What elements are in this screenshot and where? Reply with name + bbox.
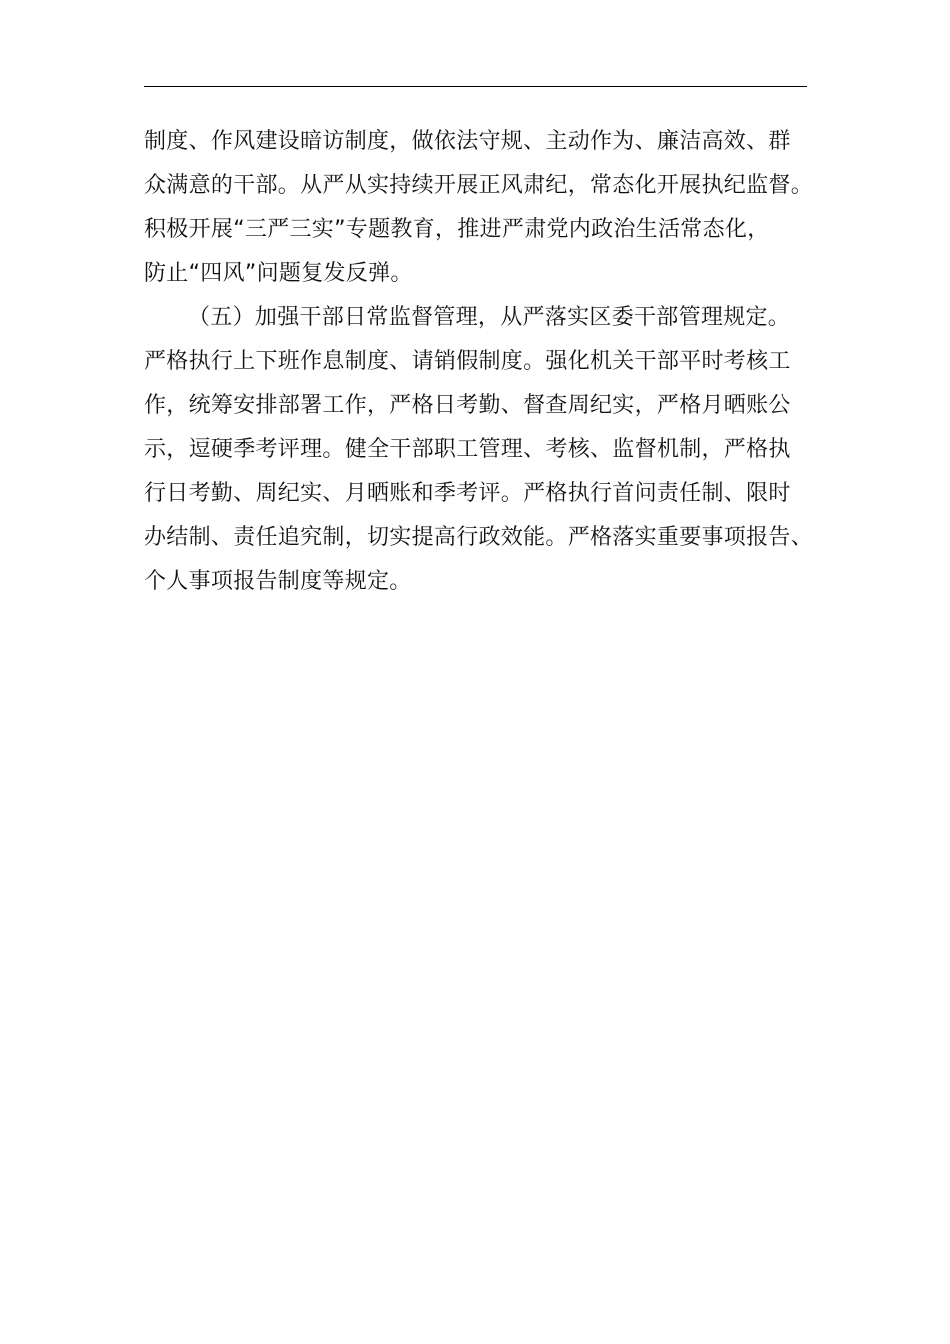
text-line: 示，逗硬季考评理。健全干部职工管理、考核、监督机制，严格执: [144, 437, 791, 462]
text-line: 办结制、责任追究制，切实提高行政效能。严格落实重要事项报告、: [144, 525, 814, 550]
header-rule: [144, 86, 807, 87]
text-line: 个人事项报告制度等规定。: [144, 569, 412, 594]
text-line: 作，统筹安排部署工作，严格日考勤、督查周纪实，严格月晒账公: [144, 393, 791, 418]
text-line: 严格执行上下班作息制度、请销假制度。强化机关干部平时考核工: [144, 349, 791, 374]
document-body: [144, 120, 814, 604]
text-line: 行日考勤、周纪实、月晒账和季考评。严格执行首问责任制、限时: [144, 481, 791, 506]
text-line: 防止“四风”问题复发反弹。: [144, 261, 413, 286]
text-line: 制度、作风建设暗访制度，做依法守规、主动作为、廉洁高效、群: [144, 129, 791, 154]
paragraph-heading-line: （五）加强干部日常监督管理，从严落实区委干部管理规定。: [188, 305, 791, 330]
text-line: 众满意的干部。从严从实持续开展正风肃纪，常态化开展执纪监督。: [144, 173, 814, 198]
text-line: 积极开展“三严三实”专题教育，推进严肃党内政治生活常态化，: [144, 217, 770, 242]
